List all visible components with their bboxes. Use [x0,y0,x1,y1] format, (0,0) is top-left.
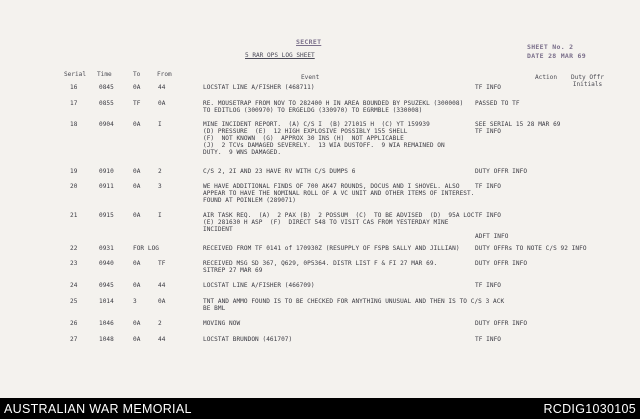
cell-time: 0915 [99,212,114,219]
cell-event: MOVING NOW [203,320,241,327]
cell-serial: 27 [70,336,78,343]
log-date: DATE 28 MAR 69 [527,52,586,60]
cell-time: 0945 [99,282,114,289]
cell-from: 44 [158,282,166,289]
cell-action: TF INFO [475,282,502,289]
cell-serial: 23 [70,260,78,267]
cell-serial: 24 [70,282,78,289]
cell-action: DUTY OFFR INFO [475,168,528,175]
cell-time: 0911 [99,183,114,190]
cell-serial: 22 [70,245,78,252]
sheet-number: SHEET No. 2 [527,43,574,51]
column-header-to: To [133,71,141,78]
cell-from: 2 [158,320,162,327]
cell-time: 0910 [99,168,114,175]
cell-to: FOR LOG [133,245,160,252]
cell-to: 0A [133,320,141,327]
cell-event: C/S 2, 2I AND 23 HAVE RV WITH C/S DUMPS 6 [203,168,356,175]
cell-from: 0A [158,298,166,305]
classification-stamp: SECRET [296,38,322,46]
cell-event: TNT AND AMMO FOUND IS TO BE CHECKED FOR ANYTHING UNUSUAL AND THEN IS TO C/S 3 ACK BE BML [203,298,505,312]
cell-from: I [158,121,162,128]
cell-from: 44 [158,336,166,343]
cell-event: MINE INCIDENT REPORT. (A) C/S I (B) 271015 H (C) YT 159939 (D) PRESSURE (E) 12 HIGH EXPLOSIVE POSSIBLY 155 SHELL (F) NOT KNOWN (G) APPROX 30 INS (H) NOT APPLICABLE (J) 2 TCVs DAMAGED SEVERELY. 13 WIA DUSTOFF. 9 WIA REMAINED ON DUTY. 9 WNS DAMAGED. [203,121,445,156]
cell-from: I [158,212,162,219]
cell-action: TF INFO [475,336,502,343]
column-header-time: Time [97,71,112,78]
cell-to: 0A [133,336,141,343]
cell-serial: 19 [70,168,78,175]
cell-serial: 25 [70,298,78,305]
column-header-serial: Serial [64,71,87,78]
cell-serial: 20 [70,183,78,190]
cell-to: 0A [133,168,141,175]
cell-from: 0A [158,100,166,107]
cell-event: LOCSTAT LINE A/FISHER (466709) [203,282,315,289]
cell-from: TF [158,260,166,267]
column-header-action: Action [535,74,558,81]
cell-action: TF INFO ADFT INFO [475,212,509,240]
page-title: 5 RAR OPS LOG SHEET [245,52,315,59]
cell-action: DUTY OFFR INFO [475,320,528,327]
cell-action: TF INFO [475,84,502,91]
cell-time: 1048 [99,336,114,343]
cell-to: 0A [133,212,141,219]
cell-to: 0A [133,84,141,91]
record-id: RCDIG1030105 [543,402,636,416]
cell-serial: 17 [70,100,78,107]
cell-time: 1014 [99,298,114,305]
cell-from: 44 [158,84,166,91]
cell-serial: 18 [70,121,78,128]
institution-name: AUSTRALIAN WAR MEMORIAL [4,402,192,416]
cell-time: 1046 [99,320,114,327]
column-header-event: Event [301,74,320,81]
cell-serial: 21 [70,212,78,219]
cell-serial: 26 [70,320,78,327]
column-header-from: From [157,71,172,78]
cell-serial: 16 [70,84,78,91]
cell-to: 0A [133,121,141,128]
cell-to: 3 [133,298,137,305]
cell-action: DUTY OFFR INFO [475,260,528,267]
cell-time: 0845 [99,84,114,91]
caption-bar [0,398,640,419]
cell-time: 0931 [99,245,114,252]
cell-action: TF INFO [475,183,502,190]
cell-from: 2 [158,168,162,175]
cell-event: RECEIVED MSG SD 367, Q629, 0P5364. DISTR LIST F & FI 27 MAR 69. SITREP 27 MAR 69 [203,260,438,274]
cell-time: 0855 [99,100,114,107]
cell-time: 0904 [99,121,114,128]
cell-to: 0A [133,260,141,267]
cell-event: AIR TASK REQ. (A) 2 PAX (B) 2 POSSUM (C) TO BE ADVISED (D) 95A LOC (E) 281630 H ASP (F) DIRECT 548 TO VISIT CAS FROM YESTERDAY MINE INCIDENT [203,212,475,233]
cell-time: 0940 [99,260,114,267]
column-header-initials: Duty Offr Initials [571,74,605,88]
cell-event: WE HAVE ADDITIONAL FINDS OF 700 AK47 ROUNDS, DOCUS AND I SHOVEL. ALSO APPEAR TO HAVE THE NOMINAL ROLL OF A VC UNIT AND OTHER ITEMS OF INTEREST. FOUND AT POINLEM (289071) [203,183,475,204]
cell-event: RECEIVED FROM TF 0141 of 170930Z (RESUPPLY OF FSPB SALLY AND JILLIAN) [203,245,460,252]
cell-action: DUTY OFFRs TO NOTE C/S 92 INFO [475,245,587,252]
cell-event: LOCSTAT BRUNDON (461707) [203,336,293,343]
cell-event: LOCSTAT LINE A/FISHER (468711) [203,84,315,91]
cell-action: PASSED TO TF [475,100,520,107]
cell-to: 0A [133,282,141,289]
cell-to: TF [133,100,141,107]
cell-from: 3 [158,183,162,190]
cell-to: 0A [133,183,141,190]
cell-action: SEE SERIAL 15 28 MAR 69 TF INFO [475,121,561,135]
cell-event: RE. MOUSETRAP FROM NOV TO 282400 H IN AREA BOUNDED BY PSUZEKL (300008) TO EDITLOG (300970) TO ERGELDG (330970) TO EGRMBLE (330008) [203,100,464,114]
